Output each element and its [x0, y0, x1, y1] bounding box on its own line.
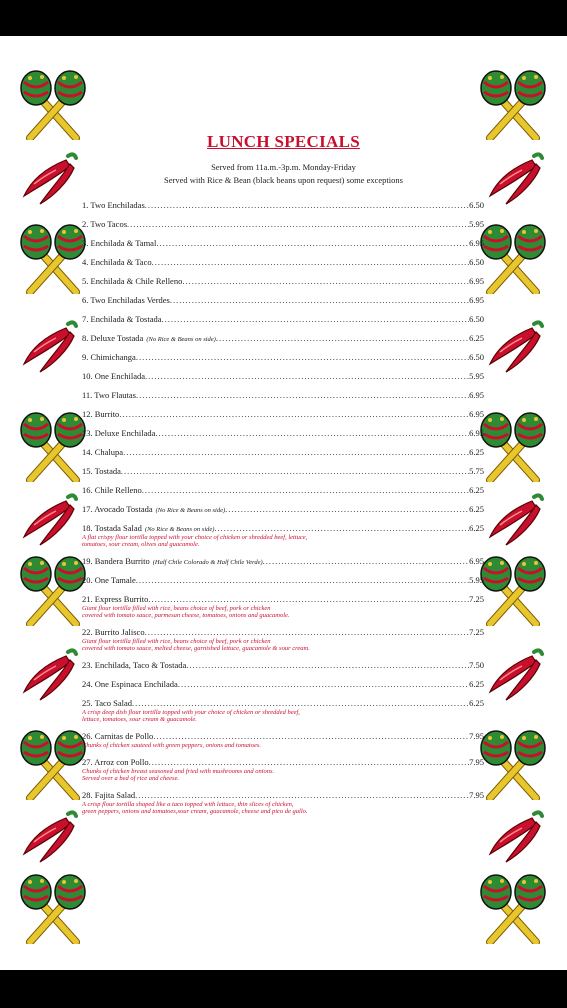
menu-item-price: 6.25 — [469, 447, 484, 457]
menu-item — [82, 215, 484, 234]
menu-item-name: 2. Two Tacos — [82, 219, 128, 229]
menu-item-note: (No Rice & Beans on side) — [155, 507, 226, 514]
menu-item-name: 12. Burrito — [82, 409, 120, 419]
dot-leader — [162, 310, 470, 329]
dot-leader — [121, 462, 469, 481]
menu-item — [82, 519, 484, 549]
dot-leader — [119, 405, 469, 424]
menu-item-price: 7.25 — [469, 594, 484, 604]
maraca-icon — [18, 68, 88, 140]
dot-leader — [178, 675, 469, 694]
menu-item-price: 6.95 — [469, 238, 484, 248]
menu-item-price: 6.95 — [469, 276, 484, 286]
dot-leader — [145, 367, 469, 386]
menu-item-description: green peppers, onions and tomatoes,sour cream, guacamole, cheese and pico de gallo. — [82, 808, 308, 815]
dot-leader — [127, 215, 469, 234]
menu-item — [82, 675, 484, 694]
menu-item — [82, 310, 484, 329]
menu-item-name: 20. One Tamale — [82, 575, 136, 585]
maraca-icon — [478, 728, 548, 800]
menu-item-line — [82, 310, 484, 329]
menu-item — [82, 291, 484, 310]
menu-item — [82, 462, 484, 481]
dot-leader — [136, 348, 469, 367]
menu-item-name: 18. Tostada Salad — [82, 523, 142, 533]
menu-item-name: 7. Enchilada & Tostada — [82, 314, 162, 324]
menu-item-line — [82, 367, 484, 386]
menu-item-line — [82, 348, 484, 367]
menu-item — [82, 253, 484, 272]
menu-item-price: 6.25 — [469, 698, 484, 708]
menu-item-line — [82, 424, 484, 443]
menu-item-note: (No Rice & Beans on side) — [146, 336, 216, 343]
menu-item-price: 6.25 — [469, 504, 484, 514]
menu-item — [82, 571, 484, 590]
chili-pepper-icon — [486, 808, 546, 864]
menu-item-description: lettuce, tomatoes, sour cream & guacamole. — [82, 716, 197, 723]
menu-item-description: Chunks of chicken breast seasoned and fried with mushrooms and onions. — [82, 768, 275, 775]
menu-item-description: Giant flour tortilla filled with rice, beans choice of beef, pork or chicken — [82, 605, 271, 612]
menu-item — [82, 623, 484, 653]
menu-item-description: Served over a bed of rice and cheese. — [82, 775, 180, 782]
menu-item-description: covered with tomato sauce, melted cheese, garnished lettuce, guacamole & sour cream. — [82, 645, 310, 652]
menu-item-price: 6.95 — [469, 390, 484, 400]
menu-item-name: 6. Two Enchiladas Verdes — [82, 295, 170, 305]
chili-pepper-icon — [20, 808, 80, 864]
menu-item-name: 21. Express Burrito — [82, 594, 149, 604]
menu-item-name: 5. Enchilada & Chile Relleno — [82, 276, 183, 286]
menu-item-price: 7.95 — [469, 731, 484, 741]
menu-item-price: 7.95 — [469, 757, 484, 767]
menu-item-line — [82, 291, 484, 310]
maraca-icon — [478, 68, 548, 140]
dot-leader — [136, 386, 469, 405]
dot-leader — [216, 329, 469, 348]
menu-item-price: 6.50 — [469, 257, 484, 267]
menu-item-price: 5.95 — [469, 371, 484, 381]
menu-item-price: 6.95 — [469, 409, 484, 419]
menu-item-line — [82, 386, 484, 405]
menu-item — [82, 552, 484, 571]
menu-item-line — [82, 196, 484, 215]
menu-item — [82, 234, 484, 253]
menu-item-price: 6.50 — [469, 352, 484, 362]
menu-item-line — [82, 234, 484, 253]
menu-item-line — [82, 443, 484, 462]
maraca-icon — [18, 728, 88, 800]
menu-item-description: A crisp flour tortilla shaped like a taco topped with lettuce, thin slices of chicken, — [82, 801, 294, 808]
menu-item-line — [82, 329, 484, 348]
menu-items-list — [82, 196, 484, 819]
menu-item-price: 6.95 — [469, 556, 484, 566]
menu-item-line — [82, 656, 484, 675]
menu-item-name: 1. Two Enchiladas — [82, 200, 145, 210]
menu-item-name: 11. Two Flautas — [82, 390, 136, 400]
maraca-icon — [18, 410, 88, 482]
menu-item-name: 22. Burrito Jalisco — [82, 627, 145, 637]
menu-item-price: 5.95 — [469, 575, 484, 585]
menu-item — [82, 694, 484, 724]
maraca-icon — [478, 872, 548, 944]
chili-pepper-icon — [20, 318, 80, 374]
menu-item-description: A crisp deep dish flour tortilla topped with your choice of chicken or shredded beef, — [82, 709, 300, 716]
menu-item — [82, 500, 484, 519]
dot-leader — [186, 656, 469, 675]
menu-item-name: 3. Enchilada & Tamal — [82, 238, 157, 248]
dot-leader — [155, 424, 469, 443]
menu-item-name: 16. Chile Relleno — [82, 485, 142, 495]
menu-item-price: 6.95 — [469, 295, 484, 305]
menu-item — [82, 656, 484, 675]
dot-leader — [152, 253, 470, 272]
chili-pepper-icon — [486, 491, 546, 547]
maraca-icon — [18, 222, 88, 294]
dot-leader — [136, 571, 469, 590]
dot-leader — [225, 500, 469, 519]
menu-item-line — [82, 552, 484, 571]
menu-item — [82, 443, 484, 462]
menu-item-price: 7.25 — [469, 627, 484, 637]
dot-leader — [142, 481, 469, 500]
menu-item-name: 10. One Enchilada — [82, 371, 146, 381]
menu-item-name: 28. Fajita Salad — [82, 790, 136, 800]
dot-leader — [156, 234, 469, 253]
menu-item — [82, 786, 484, 816]
menu-item-description: covered with tomato sauce, parmesan cheese, tomatoes, onions and guacamole. — [82, 612, 290, 619]
menu-item-price: 6.50 — [469, 314, 484, 324]
maraca-icon — [478, 222, 548, 294]
chili-pepper-icon — [486, 646, 546, 702]
maraca-icon — [18, 554, 88, 626]
menu-item-price: 6.95 — [469, 428, 484, 438]
menu-item-note: (No Rice & Beans on side) — [144, 526, 215, 533]
menu-item — [82, 590, 484, 620]
menu-item-price: 7.50 — [469, 660, 484, 670]
menu-item-name: 26. Carnitas de Pollo — [82, 731, 154, 741]
menu-item-description: tomatoes, sour cream, olives and guacamole. — [82, 541, 200, 548]
menu-item — [82, 753, 484, 783]
menu-item-line — [82, 571, 484, 590]
dot-leader — [182, 272, 469, 291]
menu-item-name: 4. Enchilada & Taco — [82, 257, 152, 267]
menu-item-name: 23. Enchilada, Taco & Tostada — [82, 660, 187, 670]
maraca-icon — [18, 872, 88, 944]
dot-leader — [263, 552, 469, 571]
menu-item-line — [82, 500, 484, 519]
menu-item — [82, 386, 484, 405]
menu-item-description: Giant flour tortilla filled with rice, beans choice of beef, pork or chicken — [82, 638, 271, 645]
menu-item-price: 6.25 — [469, 523, 484, 533]
menu-item-name: 17. Avocado Tostada — [82, 504, 153, 514]
menu-item — [82, 727, 484, 750]
menu-item-line — [82, 462, 484, 481]
menu-item-line — [82, 253, 484, 272]
menu-item — [82, 481, 484, 500]
menu-item-price: 7.95 — [469, 790, 484, 800]
menu-item-price: 6.25 — [469, 333, 484, 343]
menu-item — [82, 424, 484, 443]
menu-item-name: 8. Deluxe Tostada — [82, 333, 144, 343]
menu-hours: Served from 11a.m.-3p.m. Monday-Friday — [211, 162, 356, 172]
dot-leader — [145, 196, 469, 215]
maraca-icon — [478, 554, 548, 626]
menu-item-line — [82, 481, 484, 500]
menu-item-note: (Half Chile Colorado & Half Chile Verde) — [152, 559, 263, 566]
menu-item-name: 14. Chalupa — [82, 447, 124, 457]
menu-item-name: 9. Chimichanga — [82, 352, 136, 362]
menu-item-name: 24. One Espinaca Enchilada — [82, 679, 178, 689]
menu-title: LUNCH SPECIALS — [207, 132, 360, 151]
menu-item-price: 6.25 — [469, 679, 484, 689]
menu-item-line — [82, 272, 484, 291]
menu-item — [82, 348, 484, 367]
menu-item — [82, 272, 484, 291]
menu-item — [82, 329, 484, 348]
maraca-icon — [478, 410, 548, 482]
chili-pepper-icon — [20, 491, 80, 547]
chili-pepper-icon — [20, 646, 80, 702]
chili-pepper-icon — [486, 318, 546, 374]
menu-item-name: 13. Deluxe Enchilada — [82, 428, 156, 438]
menu-served-with: Served with Rice & Bean (black beans upon request) some exceptions — [164, 175, 403, 185]
dot-leader — [123, 443, 469, 462]
menu-item-name: 25. Taco Salad — [82, 698, 132, 708]
dot-leader — [170, 291, 469, 310]
menu-item-line — [82, 675, 484, 694]
menu-item — [82, 405, 484, 424]
menu-item-price: 6.25 — [469, 485, 484, 495]
menu-item-line — [82, 215, 484, 234]
menu-page — [0, 36, 567, 970]
menu-item-line — [82, 405, 484, 424]
menu-item — [82, 367, 484, 386]
menu-item-price: 5.95 — [469, 219, 484, 229]
menu-item-description: Chunks of chicken sauteed with green peppers, onions and tomatoes. — [82, 742, 262, 749]
menu-item-description: A flat crispy flour tortilla topped with your choice of chicken or shredded beef, lettuce, — [82, 534, 308, 541]
menu-item-price: 5.75 — [469, 466, 484, 476]
menu-item-name: 15. Tostada — [82, 466, 121, 476]
menu-item-name: 27. Arroz con Pollo — [82, 757, 149, 767]
menu-item-name: 19. Bandera Burrito — [82, 556, 150, 566]
menu-item — [82, 196, 484, 215]
menu-item-price: 6.50 — [469, 200, 484, 210]
